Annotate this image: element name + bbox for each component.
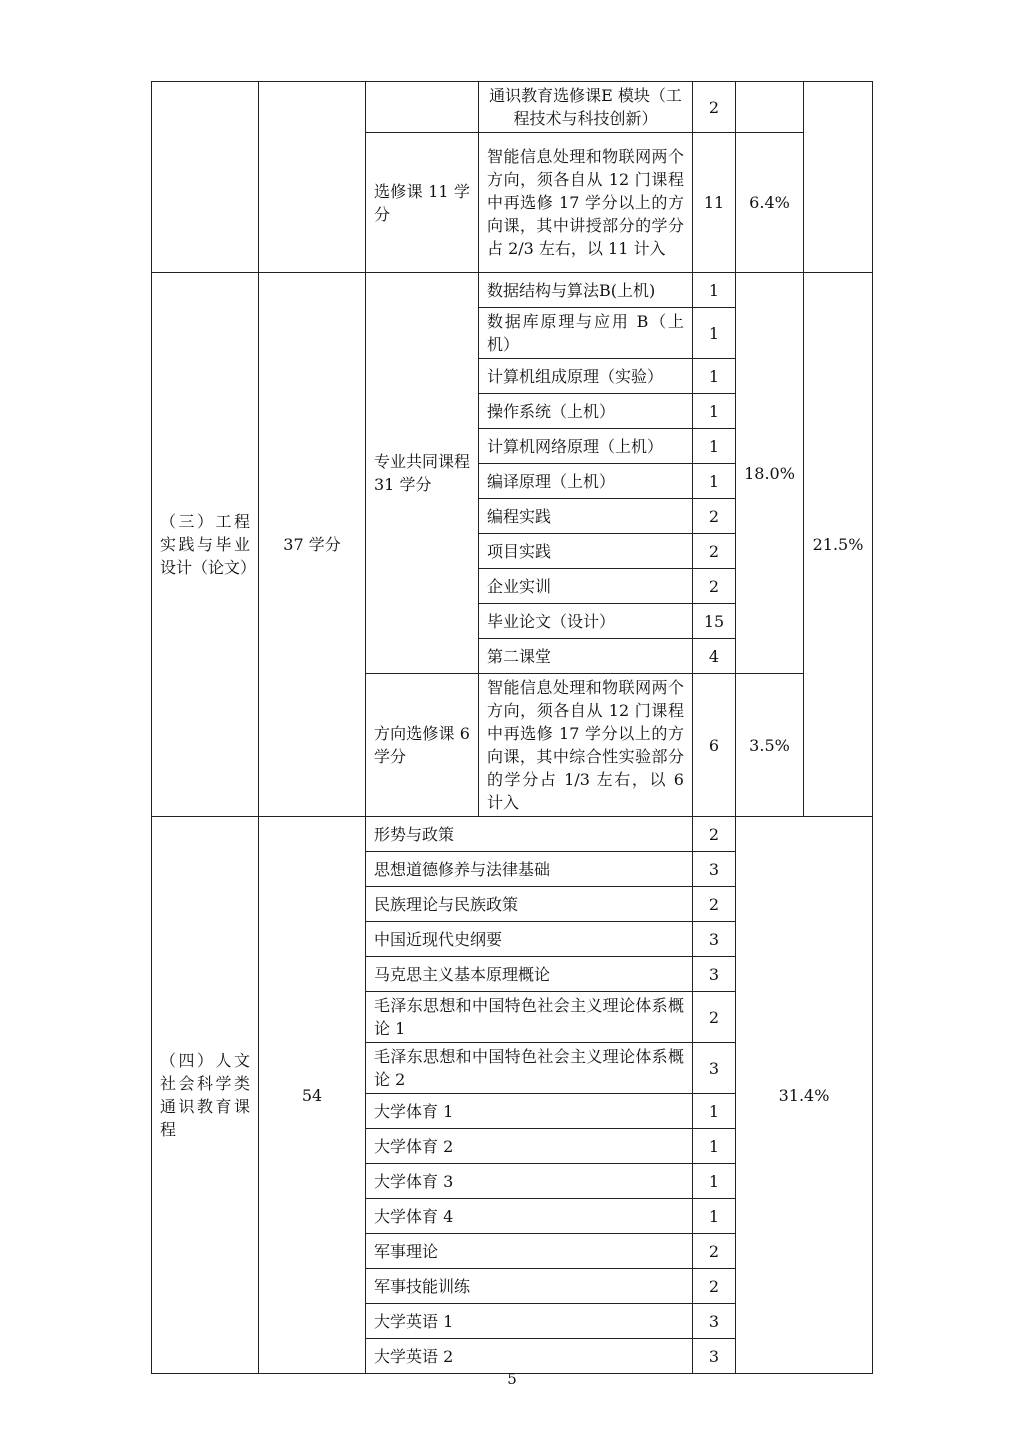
course-name: 企业实训 <box>479 569 693 604</box>
course-name: 大学体育 4 <box>366 1199 693 1234</box>
course-name: 军事技能训练 <box>366 1269 693 1304</box>
group-label: 选修课 11 学分 <box>366 133 479 273</box>
course-name: 大学体育 1 <box>366 1094 693 1129</box>
group-percent: 18.0% <box>736 273 804 674</box>
course-credits: 3 <box>693 852 736 887</box>
course-credits: 4 <box>693 639 736 674</box>
course-credits: 1 <box>693 1164 736 1199</box>
course-name: 项目实践 <box>479 534 693 569</box>
course-name: 毛泽东思想和中国特色社会主义理论体系概论 2 <box>366 1043 693 1094</box>
category-credits: 54 <box>259 817 366 1374</box>
course-credits: 1 <box>693 1094 736 1129</box>
course-credits: 2 <box>693 1269 736 1304</box>
course-name: 通识教育选修课E 模块（工程技术与科技创新） <box>479 82 693 133</box>
course-credits: 2 <box>693 534 736 569</box>
table-row <box>152 817 873 852</box>
course-name: 编程实践 <box>479 499 693 534</box>
category-percent: 31.4% <box>736 817 873 1374</box>
course-name: 形势与政策 <box>366 817 693 852</box>
course-credits: 15 <box>693 604 736 639</box>
course-credits: 1 <box>693 359 736 394</box>
course-credits: 1 <box>693 429 736 464</box>
course-credits: 2 <box>693 499 736 534</box>
course-credits: 2 <box>693 887 736 922</box>
group-description: 智能信息处理和物联网两个方向，须各自从 12 门课程中再选修 17 学分以上的方向课，其中综合性实验部分的学分占 1/3 左右，以 6 计入 <box>479 674 693 817</box>
course-credits: 3 <box>693 1304 736 1339</box>
course-name: 民族理论与民族政策 <box>366 887 693 922</box>
course-credits: 1 <box>693 1199 736 1234</box>
group-description: 智能信息处理和物联网两个方向，须各自从 12 门课程中再选修 17 学分以上的方向课，其中讲授部分的学分占 2/3 左右，以 11 计入 <box>479 133 693 273</box>
continued-category-cell <box>152 82 259 273</box>
course-name: 思想道德修养与法律基础 <box>366 852 693 887</box>
course-name: 操作系统（上机） <box>479 394 693 429</box>
category-percent: 21.5% <box>804 273 873 817</box>
course-name: 数据库原理与应用 B（上机） <box>479 308 693 359</box>
course-name: 编译原理（上机） <box>479 464 693 499</box>
course-name: 计算机网络原理（上机） <box>479 429 693 464</box>
course-name: 第二课堂 <box>479 639 693 674</box>
continued-credits-cell <box>259 82 366 273</box>
course-credits: 1 <box>693 394 736 429</box>
course-credits: 3 <box>693 1043 736 1094</box>
group-label: 专业共同课程 31 学分 <box>366 273 479 674</box>
course-name: 军事理论 <box>366 1234 693 1269</box>
curriculum-table <box>151 81 873 1374</box>
course-credits: 1 <box>693 464 736 499</box>
course-name: 大学体育 2 <box>366 1129 693 1164</box>
course-credits: 2 <box>693 992 736 1043</box>
course-name: 中国近现代史纲要 <box>366 922 693 957</box>
course-credits: 2 <box>693 1234 736 1269</box>
course-credits: 2 <box>693 569 736 604</box>
group-percent: 3.5% <box>736 674 804 817</box>
table-row <box>152 273 873 308</box>
course-name: 毛泽东思想和中国特色社会主义理论体系概论 1 <box>366 992 693 1043</box>
total-percent-cell <box>804 82 873 273</box>
page-number: 5 <box>507 1370 517 1388</box>
category-label: （三）工程实践与毕业设计（论文） <box>152 273 259 817</box>
course-credits: 1 <box>693 1129 736 1164</box>
course-credits: 1 <box>693 308 736 359</box>
group-percent: 6.4% <box>736 133 804 273</box>
table-row <box>152 82 873 133</box>
course-credits: 2 <box>693 817 736 852</box>
course-credits: 3 <box>693 957 736 992</box>
course-name: 大学英语 2 <box>366 1339 693 1374</box>
group-label: 方向选修课 6 学分 <box>366 674 479 817</box>
category-credits: 37 学分 <box>259 273 366 817</box>
course-name: 马克思主义基本原理概论 <box>366 957 693 992</box>
course-name: 毕业论文（设计） <box>479 604 693 639</box>
course-credits: 1 <box>693 273 736 308</box>
course-name: 大学英语 1 <box>366 1304 693 1339</box>
percent-cell <box>736 82 804 133</box>
course-name: 计算机组成原理（实验） <box>479 359 693 394</box>
course-name: 数据结构与算法B(上机) <box>479 273 693 308</box>
course-credits: 3 <box>693 1339 736 1374</box>
course-credits: 3 <box>693 922 736 957</box>
course-credits: 6 <box>693 674 736 817</box>
continued-group-cell <box>366 82 479 133</box>
course-name: 大学体育 3 <box>366 1164 693 1199</box>
course-credits: 11 <box>693 133 736 273</box>
category-label: （四）人文社会科学类通识教育课程 <box>152 817 259 1374</box>
course-credits: 2 <box>693 82 736 133</box>
